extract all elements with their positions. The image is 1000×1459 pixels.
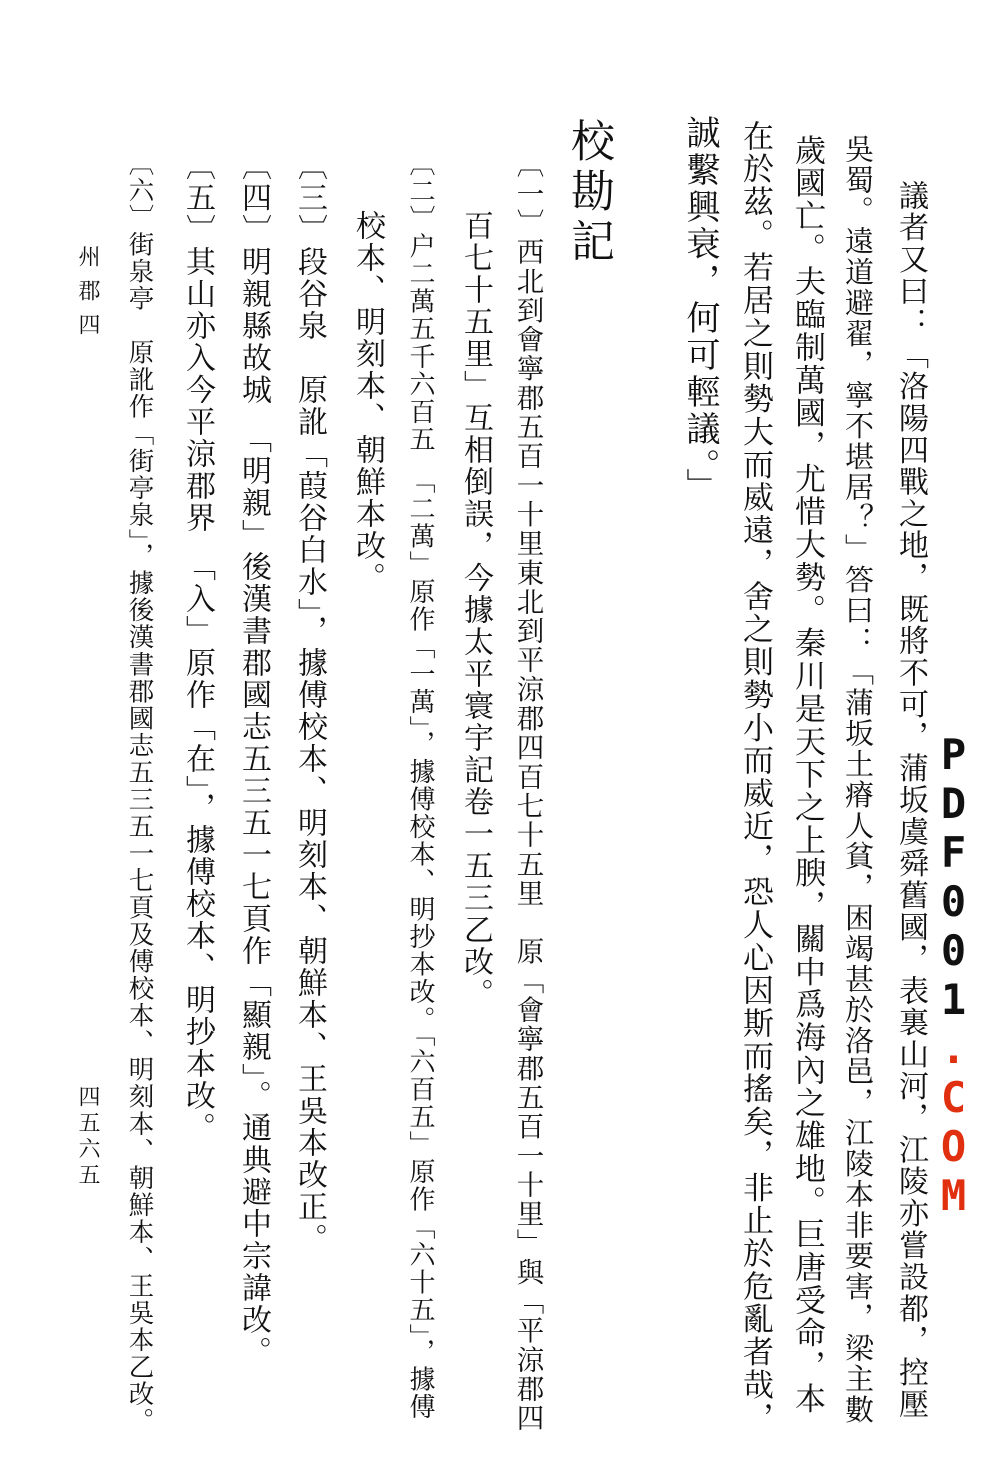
collation-note-5: 〔五〕其山亦入今平涼郡界 「入」原作「在」，據傅校本、明抄本改。 — [180, 150, 215, 1144]
watermark-prefix: PDF001 — [929, 730, 978, 1024]
text-column-4: 在於茲。若居之則勢大而威遠，舍之則勢小而威近，恐人心因斯而搖矣，非止於危亂者哉， — [737, 120, 773, 1435]
watermark-suffix: .COM — [929, 1024, 978, 1220]
collation-note-2: 〔二〕户二萬五千六百五 「二萬」原作「一萬」，據傅校本、明抄本改。「六百五」原作「六十五」，據傅 — [405, 150, 435, 1421]
collation-note-4: 〔四〕明親縣故城 「明親」後漢書郡國志五三五一七頁作「顯親」。通典避中宗諱改。 — [236, 150, 271, 1368]
text-column-5: 誠繫興衰，何可輕議。」 — [680, 115, 720, 505]
collation-note-2-cont: 校本、明刻本、朝鮮本改。 — [350, 210, 385, 594]
running-head: 州郡四 — [75, 245, 100, 347]
collation-note-3: 〔三〕段谷泉 原訛「葭谷白水」，據傅校本、明刻本、朝鮮本、王吳本改正。 — [292, 150, 327, 1255]
collation-note-6: 〔六〕街泉亭 原訛作「街亭泉」，據後漢書郡國志五三五一七頁及傅校本、明刻本、朝鮮本、王吳本乙改。 — [124, 150, 155, 1435]
text-column-1: 議者又曰：「洛陽四戰之地，既將不可，蒲坂虞舜舊國，表裏山河，江陵亦嘗設都，控壓 — [893, 180, 928, 1421]
text-column-2: 吳蜀。遠道避翟，寧不堪居？」答曰：「蒲坂土瘠人貧，困竭甚於洛邑，江陵本非要害，梁主數 — [841, 134, 875, 1426]
page-number: 四五六五 — [75, 1085, 100, 1189]
watermark — [929, 730, 978, 1220]
collation-note-1-cont: 百七十五里」互相倒誤，今據太平寰宇記卷一五三乙改。 — [458, 210, 493, 1010]
collation-heading: 校勘記 — [563, 118, 614, 268]
collation-note-1: 〔一〕西北到會寧郡五百一十里東北到平涼郡四百七十五里 原「會寧郡五百一十里」與「平涼郡四 — [511, 150, 544, 1433]
text-column-3: 歲國亡。夫臨制萬國，尤惜大勢。秦川是天下之上腴，關中爲海內之雄地。巨唐受命，本 — [789, 134, 825, 1416]
